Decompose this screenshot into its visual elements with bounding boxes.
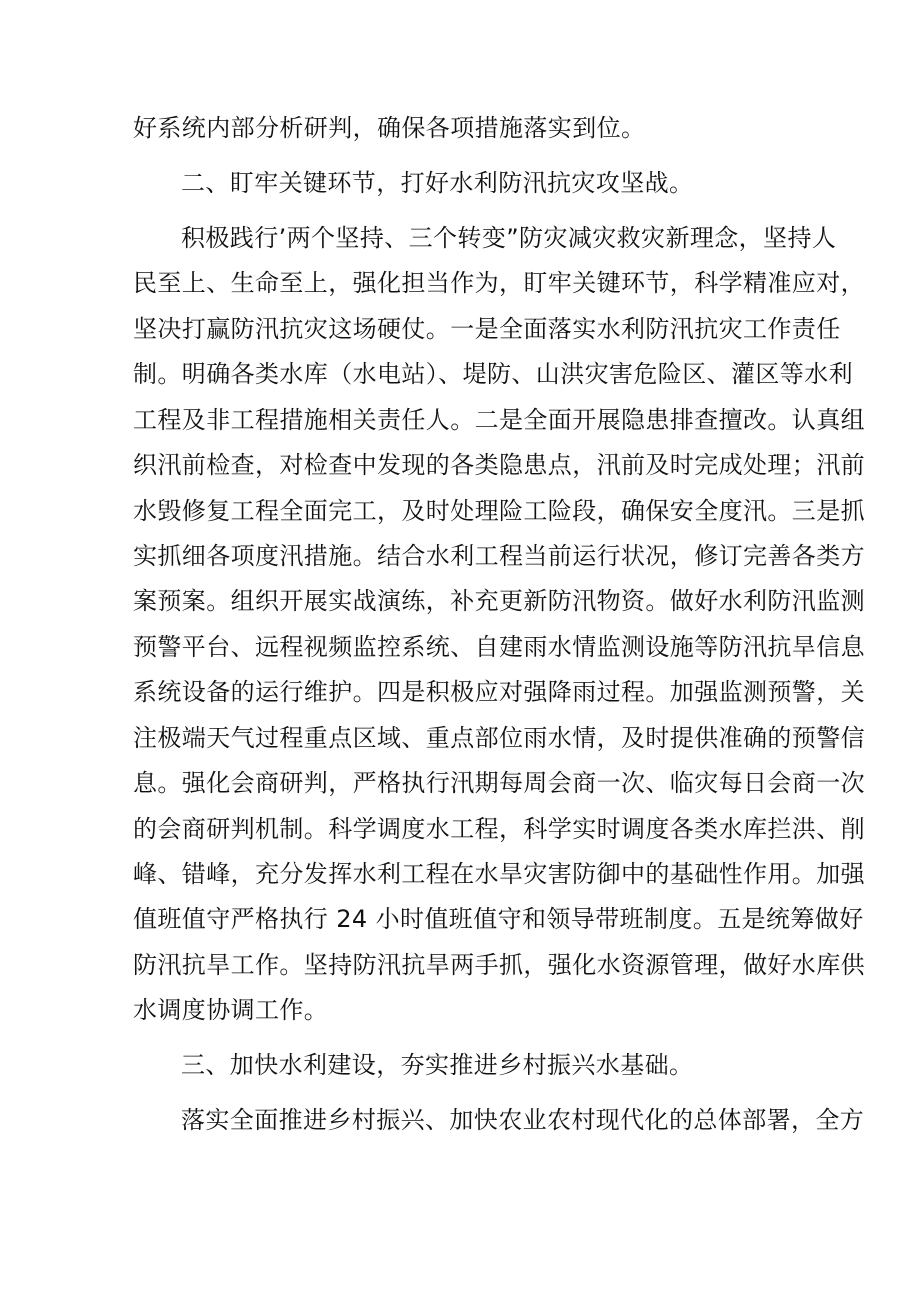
text-line: 水毁修复工程全面完工，及时处理险工险段，确保安全度汛。三是抓 — [133, 497, 865, 525]
text-line: 水调度协调工作。 — [133, 996, 329, 1024]
section-heading: 三、加快水利建设，夯实推进乡村振兴水基础。 — [181, 1051, 694, 1079]
text-line: 值班值守严格执行 24 小时值班值守和领导带班制度。五是统筹做好 — [133, 905, 864, 933]
text-line: 息。强化会商研判，严格执行汛期每周会商一次、临灾每日会商一次 — [133, 769, 865, 797]
text-line: 制。明确各类水库（水电站）、堤防、山洪灾害危险区、灌区等水利 — [133, 360, 853, 388]
text-line: 防汛抗旱工作。坚持防汛抗旱两手抓，强化水资源管理，做好水库供 — [133, 951, 865, 979]
text-line: 好系统内部分析研判，确保各项措施落实到位。 — [133, 114, 646, 142]
text-line: 实抓细各项度汛措施。结合水利工程当前运行状况，修订完善各类方 — [133, 542, 865, 570]
text-line: 织汛前检查，对检查中发现的各类隐患点，汛前及时完成处理；汛前 — [133, 451, 865, 479]
text-line: 工程及非工程措施相关责任人。二是全面开展隐患排查擅改。认真组 — [133, 406, 865, 434]
text-line: 落实全面推进乡村振兴、加快农业农村现代化的总体部署，全方 — [181, 1106, 865, 1134]
text-line: 案预案。组织开展实战演练，补充更新防汛物资。做好水利防汛监测 — [133, 587, 865, 615]
section-heading: 二、盯牢关键环节，打好水利防汛抗灾攻坚战。 — [181, 169, 694, 197]
text-line: 的会商研判机制。科学调度水工程，科学实时调度各类水库拦洪、削 — [133, 815, 865, 843]
text-line: 峰、错峰，充分发挥水利工程在水旱灾害防御中的基础性作用。加强 — [133, 860, 865, 888]
text-line: 民至上、生命至上，强化担当作为，盯牢关键环节，科学精准应对， — [133, 269, 865, 297]
text-line: 坚决打赢防汛抗灾这场硬仗。一是全面落实水利防汛抗灾工作责任 — [133, 315, 841, 343]
text-line: 系统设备的运行维护。四是积极应对强降雨过程。加强监测预警，关 — [133, 678, 865, 706]
text-line: 注极端天气过程重点区域、重点部位雨水情，及时提供准确的预警信 — [133, 724, 865, 752]
text-line: 预警平台、远程视频监控系统、自建雨水情监测设施等防汛抗旱信息 — [133, 633, 865, 661]
text-line: 积极践行’两个坚持、三个转变”防灾减灾救灾新理念，坚持人 — [181, 224, 837, 252]
